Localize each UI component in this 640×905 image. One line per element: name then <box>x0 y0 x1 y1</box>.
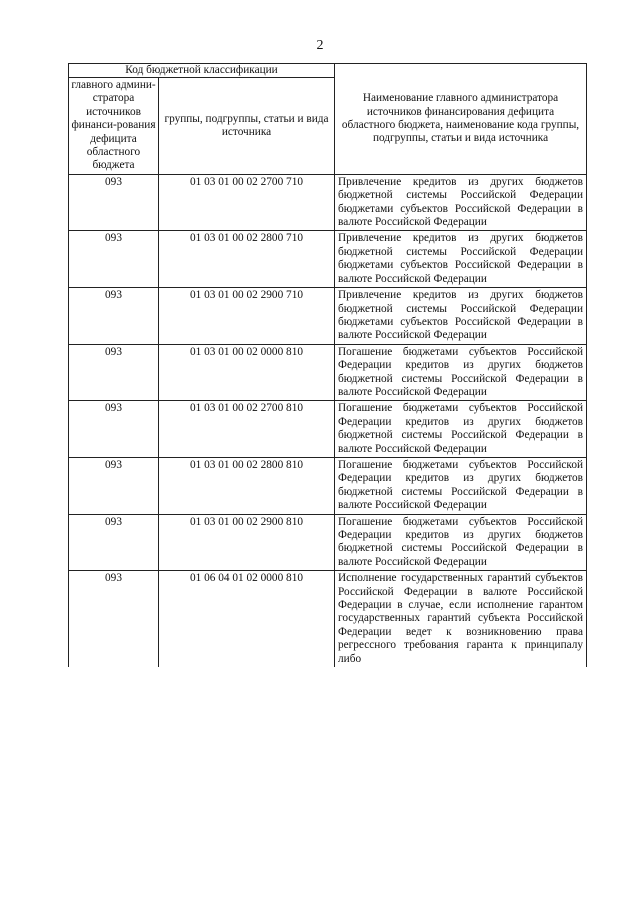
admin-code-cell: 093 <box>69 401 159 458</box>
source-code-cell: 01 03 01 00 02 2900 710 <box>159 288 335 345</box>
table-row <box>69 457 587 514</box>
source-name-cell: Погашение бюджетами субъектов Российской Федерации кредитов из других бюджетов бюджетной системы Российской Федерации в валюте Российской Федерации <box>335 457 587 514</box>
admin-code-cell: 093 <box>69 174 159 231</box>
header-code-column: группы, подгруппы, статьи и вида источника <box>159 78 335 175</box>
table-row <box>69 571 587 667</box>
source-code-cell: 01 03 01 00 02 2800 810 <box>159 457 335 514</box>
table-row <box>69 344 587 401</box>
table-row <box>69 514 587 571</box>
header-admin-column: главного админи-стратора источников финанси-рования дефицита областного бюджета <box>69 78 159 175</box>
table-header-row <box>69 64 587 78</box>
admin-code-cell: 093 <box>69 231 159 288</box>
source-code-cell: 01 03 01 00 02 0000 810 <box>159 344 335 401</box>
admin-code-cell: 093 <box>69 571 159 667</box>
header-budget-classification-code: Код бюджетной классификации <box>69 64 335 78</box>
page-number: 2 <box>316 38 324 53</box>
budget-classification-table <box>68 63 587 667</box>
source-code-cell: 01 03 01 00 02 2800 710 <box>159 231 335 288</box>
table-row <box>69 288 587 345</box>
source-name-cell: Погашение бюджетами субъектов Российской Федерации кредитов из других бюджетов бюджетной системы Российской Федерации в валюте Российской Федерации <box>335 344 587 401</box>
source-name-cell: Привлечение кредитов из других бюджетов бюджетной системы Российской Федерации бюджетами субъектов Российской Федерации в валюте Российской Федерации <box>335 231 587 288</box>
table-row <box>69 174 587 231</box>
source-name-cell: Погашение бюджетами субъектов Российской Федерации кредитов из других бюджетов бюджетной системы Российской Федерации в валюте Российской Федерации <box>335 514 587 571</box>
source-name-cell: Привлечение кредитов из других бюджетов бюджетной системы Российской Федерации бюджетами субъектов Российской Федерации в валюте Российской Федерации <box>335 288 587 345</box>
table-row <box>69 231 587 288</box>
admin-code-cell: 093 <box>69 288 159 345</box>
source-code-cell: 01 03 01 00 02 2700 710 <box>159 174 335 231</box>
source-name-cell: Привлечение кредитов из других бюджетов бюджетной системы Российской Федерации бюджетами субъектов Российской Федерации в валюте Российской Федерации <box>335 174 587 231</box>
source-name-cell: Погашение бюджетами субъектов Российской Федерации кредитов из других бюджетов бюджетной системы Российской Федерации в валюте Российской Федерации <box>335 401 587 458</box>
admin-code-cell: 093 <box>69 457 159 514</box>
admin-code-cell: 093 <box>69 514 159 571</box>
source-code-cell: 01 06 04 01 02 0000 810 <box>159 571 335 667</box>
header-name-column: Наименование главного администратора источников финансирования дефицита областного бюджета, наименование кода группы, подгруппы, статьи и вида источника <box>335 64 587 175</box>
source-name-cell: Исполнение государственных гарантий субъектов Российской Федерации в валюте Российской Федерации в случае, если исполнение гарантом государственных гарантий субъекта Российской Федерации ведет к возникновению права регрессного требования гаранта к принципалу либо <box>335 571 587 667</box>
admin-code-cell: 093 <box>69 344 159 401</box>
source-code-cell: 01 03 01 00 02 2900 810 <box>159 514 335 571</box>
table-row <box>69 401 587 458</box>
source-code-cell: 01 03 01 00 02 2700 810 <box>159 401 335 458</box>
